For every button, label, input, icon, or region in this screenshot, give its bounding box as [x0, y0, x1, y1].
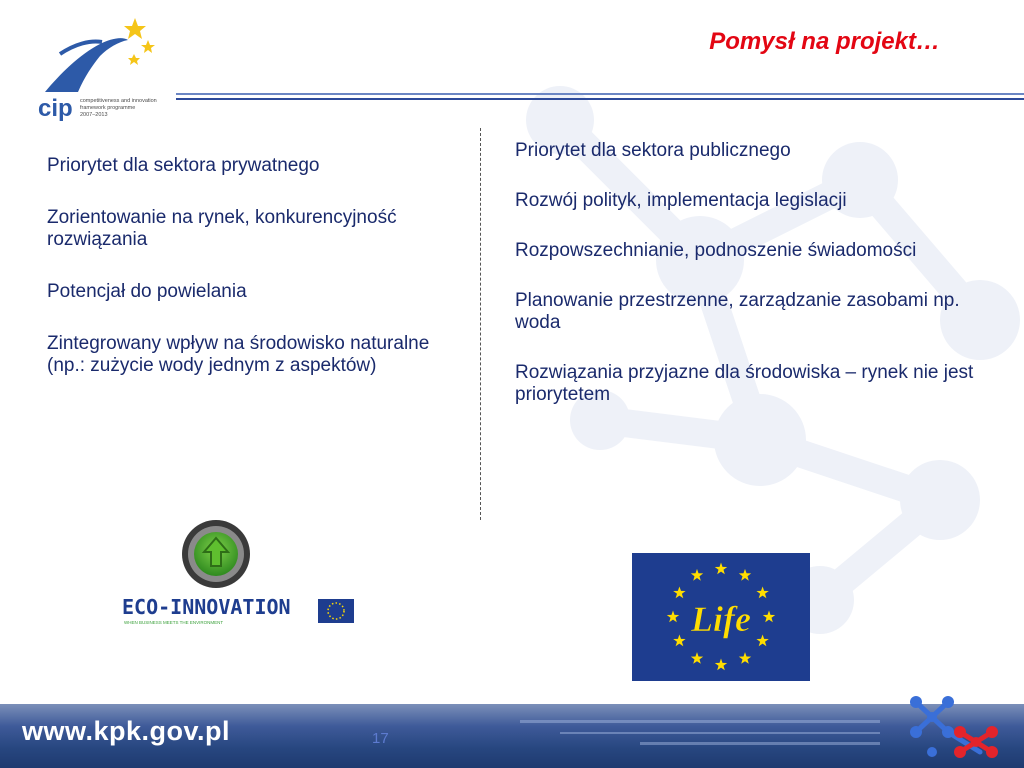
- left-item-3: Potencjał do powielania: [47, 281, 247, 302]
- eu-star-icon: [756, 587, 768, 599]
- left-item-2: Zorientowanie na rynek, konkurencyjność rozwiązania: [47, 207, 397, 250]
- eu-star-icon: [739, 652, 751, 664]
- right-item-5: Rozwiązania przyjazne dla środowiska – rynek nie jest priorytetem: [515, 362, 974, 405]
- eu-star-icon: [756, 635, 768, 647]
- footer-pixel-decoration: [520, 712, 880, 762]
- header-rule-dark: [176, 98, 1024, 100]
- left-item-4: Zintegrowany wpływ na środowisko naturalne (np.: zużycie wody jednym z aspektów): [47, 333, 430, 376]
- eu-stars-icon: [632, 553, 810, 681]
- cip-subtitle-1: competitiveness and innovation: [80, 98, 157, 104]
- eu-star-icon: [691, 569, 703, 581]
- right-item-2: Rozwój polityk, implementacja legislacji: [515, 190, 847, 211]
- right-column: [515, 140, 985, 434]
- eu-star-icon: [715, 659, 727, 671]
- eco-innovation-text: ECO-INNOVATION: [122, 595, 291, 619]
- eu-star-icon: [763, 611, 775, 623]
- cip-text: cip: [38, 95, 73, 122]
- eu-star-icon: [667, 611, 679, 623]
- column-divider: [480, 128, 481, 520]
- header-rule-light: [176, 93, 1024, 95]
- left-item-1: Priorytet dla sektora prywatnego: [47, 155, 320, 176]
- eu-star-icon: [673, 587, 685, 599]
- kpk-molecule-logo: [896, 688, 1006, 766]
- right-item-1: Priorytet dla sektora publicznego: [515, 140, 791, 161]
- life-text: Life: [691, 599, 751, 639]
- cip-stars-icon: [124, 18, 155, 65]
- eu-star-icon: [673, 635, 685, 647]
- eco-innovation-tagline: WHEN BUSINESS MEETS THE ENVIRONMENT: [124, 620, 224, 625]
- right-item-4: Planowanie przestrzenne, zarządzanie zasobami np. woda: [515, 290, 960, 333]
- cip-swimmer-icon: [45, 38, 128, 92]
- footer-url-link[interactable]: www.kpk.gov.pl: [22, 716, 231, 746]
- eu-star-icon: [691, 652, 703, 664]
- page-number: 17: [372, 730, 389, 747]
- cip-logo: [30, 14, 170, 124]
- right-item-3: Rozpowszechnianie, podnoszenie świadomości: [515, 240, 917, 261]
- left-column: [47, 155, 467, 407]
- life-logo: [632, 553, 810, 681]
- eu-star-icon: [739, 569, 751, 581]
- eu-star-icon: [715, 563, 727, 575]
- slide-title: Pomysł na projekt…: [709, 28, 940, 55]
- eco-innovation-logo: [120, 518, 360, 628]
- cip-subtitle-2: framework programme: [80, 105, 136, 111]
- cip-subtitle-3: 2007–2013: [80, 112, 108, 118]
